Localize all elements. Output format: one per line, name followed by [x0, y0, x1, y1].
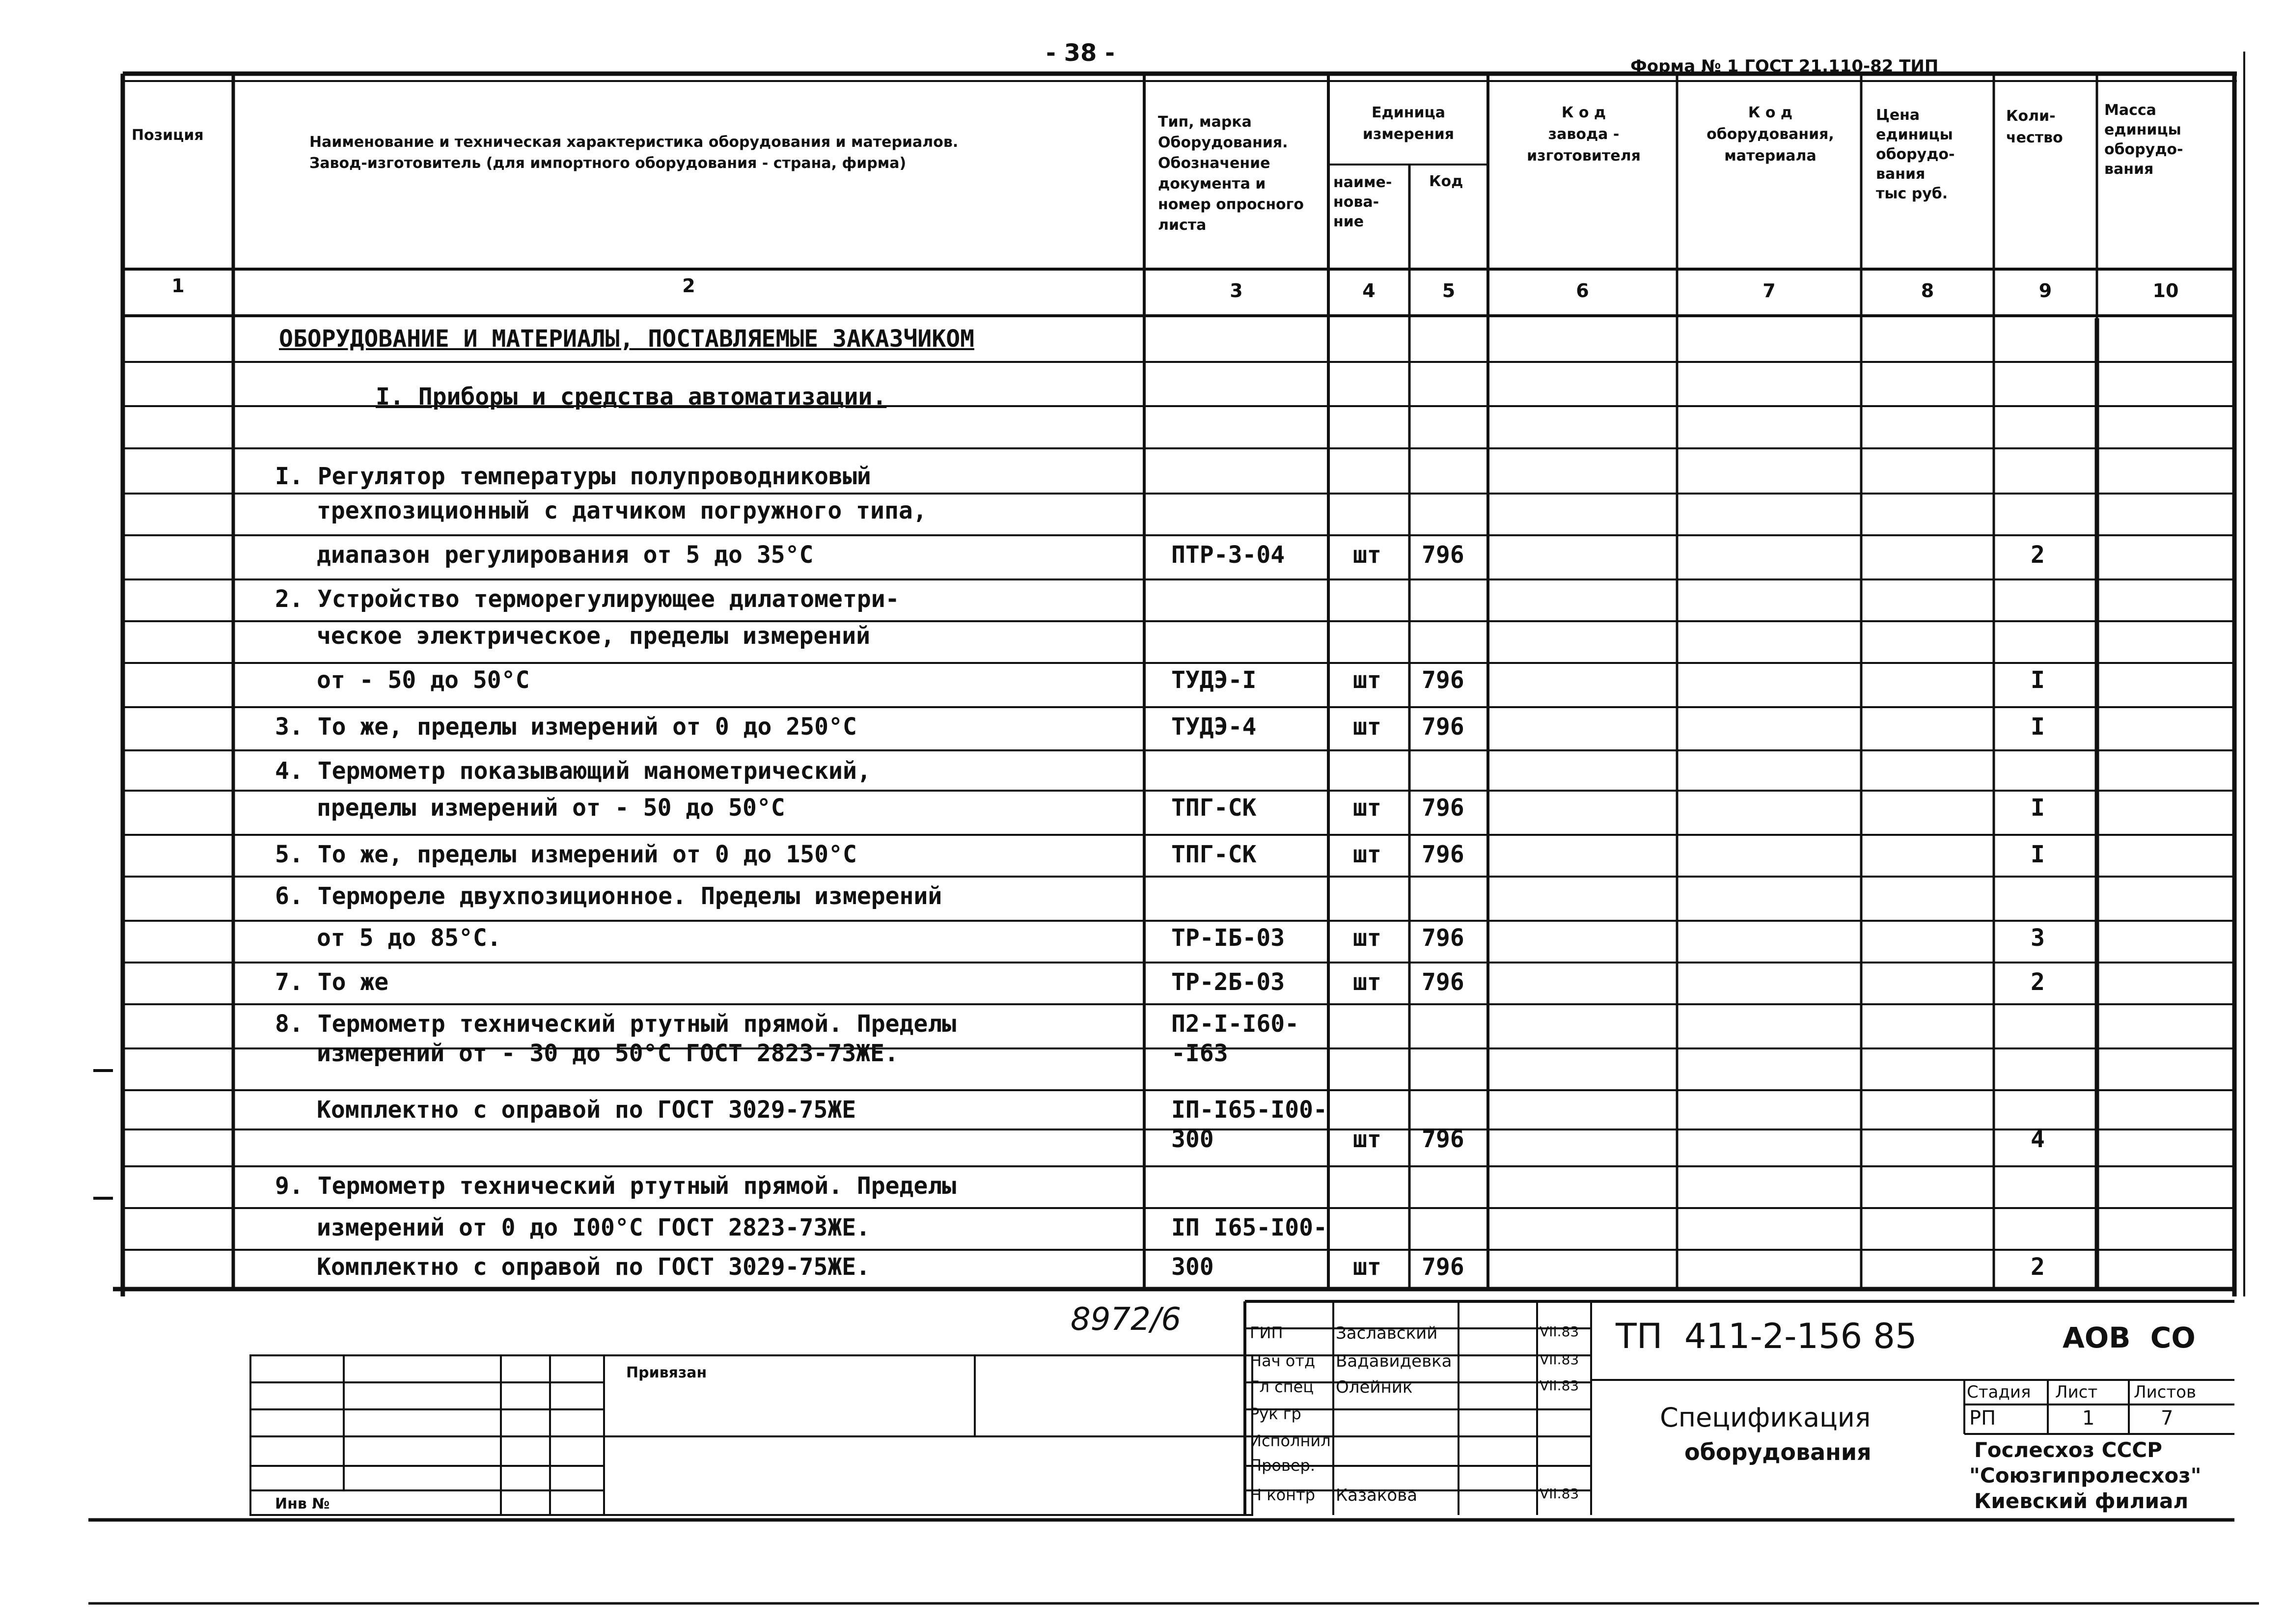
row-type: ТУДЭ-4 [1171, 713, 1257, 741]
col-number-7: 7 [1762, 280, 1776, 302]
row-type: 300 [1171, 1126, 1214, 1153]
row-type: IП I65-I00- [1171, 1214, 1327, 1241]
row-type: ТПГ-СК [1171, 794, 1257, 822]
stamp-name: Казакова [1336, 1486, 1418, 1505]
header-mass-line: Масса [2104, 102, 2156, 119]
header-unit-price-line: Цена [1876, 107, 1920, 124]
header-type [1158, 112, 1304, 236]
form-title: Форма № 1 ГОСТ 21.110-82 ТИП [1630, 56, 1939, 76]
stamp-name: Заславский [1336, 1323, 1438, 1343]
row-description: 7. То же [275, 968, 389, 996]
col-number-4: 4 [1362, 280, 1376, 302]
row-quantity: 4 [2031, 1126, 2045, 1153]
sheets-label: Листов [2134, 1382, 2197, 1402]
row-type: IП-I65-I00- [1171, 1096, 1327, 1124]
row-type: ТР-IБ-03 [1171, 924, 1285, 952]
header-unit-group-line: измерения [1362, 126, 1455, 143]
archive-number: 8972/6 [1071, 1301, 1182, 1338]
row-type: -I63 [1171, 1040, 1228, 1067]
header-equipment-code [1679, 102, 1861, 167]
row-quantity: 3 [2031, 924, 2045, 952]
header-unit-price-line: оборудо- [1876, 146, 1955, 163]
header-type-line: Оборудования. [1158, 134, 1288, 151]
header-quantity-line: чество [2006, 129, 2063, 146]
sheet-mark: АОВ СО [2063, 1321, 2196, 1354]
header-type-line: Обозначение [1158, 155, 1270, 172]
row-unit: шт [1353, 1253, 1381, 1281]
row-quantity: I [2031, 841, 2045, 868]
header-unit-price-line: единицы [1876, 126, 1953, 143]
row-quantity: 2 [2031, 968, 2045, 996]
row-code: 796 [1422, 924, 1464, 952]
header-mass-line: единицы [2104, 121, 2181, 138]
row-description: пределы измерений от - 50 до 50°С [317, 794, 785, 822]
stamp-role: Н контр [1250, 1486, 1316, 1504]
row-unit: шт [1353, 541, 1381, 569]
header-type-line: листа [1158, 217, 1207, 234]
org-line1: Гослесхоз СССР [1974, 1438, 2162, 1462]
header-quantity-line: Коли- [2006, 108, 2056, 125]
row-type: ТР-2Б-03 [1171, 968, 1285, 996]
header-unit-code: Код [1429, 173, 1463, 190]
stamp-role: Исполнил [1250, 1431, 1331, 1450]
header-unit-price-line: вания [1876, 165, 1926, 183]
col-number-3: 3 [1230, 280, 1243, 302]
row-unit: шт [1353, 713, 1381, 741]
document-title-line2: оборудования [1684, 1439, 1872, 1465]
row-description: измерений от 0 до I00°С ГОСТ 2823-73ЖЕ. [317, 1214, 871, 1241]
stamp-name: Олейник [1336, 1377, 1413, 1397]
row-code: 796 [1422, 1253, 1464, 1281]
page-number: - 38 - [1046, 39, 1115, 67]
header-unit-group [1335, 102, 1482, 145]
row-description: диапазон регулирования от 5 до 35°С [317, 541, 814, 569]
header-type-line: документа и [1158, 175, 1266, 193]
row-code: 796 [1422, 968, 1464, 996]
row-description: I. Регулятор температуры полупроводниковый [275, 463, 871, 490]
row-description: трехпозиционный с датчиком погружного типа, [317, 497, 927, 524]
stamp-role: Нач отд [1250, 1351, 1316, 1370]
row-type: 300 [1171, 1253, 1214, 1281]
header-name-line2: Завод-изготовитель (для импортного оборудования - страна, фирма) [309, 155, 907, 172]
header-quantity [2006, 106, 2063, 149]
inv-label: Инв № [275, 1495, 330, 1513]
stamp-role: Гл спец [1250, 1377, 1314, 1396]
row-type: П2-I-I60- [1171, 1010, 1299, 1038]
header-unit-name-line: наиме- [1333, 174, 1392, 191]
row-unit: шт [1353, 794, 1381, 822]
row-quantity: I [2031, 713, 2045, 741]
stamp-date: VII.83 [1540, 1486, 1579, 1502]
row-unit: шт [1353, 968, 1381, 996]
project-code: ТП 411-2-156 85 [1616, 1316, 1917, 1356]
header-equipment-code-line: материала [1724, 147, 1817, 165]
header-mass-line: вания [2104, 161, 2154, 178]
row-description: 2. Устройство терморегулирующее дилатометри- [275, 585, 900, 613]
stage-label: Стадия [1967, 1382, 2031, 1402]
header-factory-code-line: завода - [1548, 126, 1620, 143]
row-description: 6. Термореле двухпозиционное. Пределы измерений [275, 882, 942, 910]
stage-value: РП [1969, 1407, 1996, 1430]
header-unit-name [1333, 173, 1392, 232]
header-mass [2104, 101, 2183, 179]
row-code: 796 [1422, 1126, 1464, 1153]
sheets-value: 7 [2161, 1407, 2174, 1430]
header-position: Позиция [132, 127, 204, 144]
row-quantity: I [2031, 794, 2045, 822]
row-type: ТУДЭ-I [1171, 666, 1257, 694]
col-number-2: 2 [682, 275, 695, 297]
header-unit-name-line: нова- [1333, 193, 1379, 211]
row-code: 796 [1422, 541, 1464, 569]
col-number-5: 5 [1442, 280, 1456, 302]
row-description: от - 50 до 50°С [317, 666, 530, 694]
row-description: Комплектно с оправой по ГОСТ 3029-75ЖЕ. [317, 1253, 871, 1281]
col-number-8: 8 [1921, 280, 1934, 302]
row-description: 5. То же, пределы измерений от 0 до 150°С [275, 841, 857, 868]
stamp-name: Вадавидевка [1336, 1351, 1452, 1371]
header-name-line1: Наименование и техническая характеристика оборудования и материалов. [309, 134, 959, 151]
stamp-date: VII.83 [1540, 1351, 1579, 1368]
header-unit-name-line: ние [1333, 213, 1364, 230]
row-description: ческое электрическое, пределы измерений [317, 622, 871, 650]
row-type: ПТР-3-04 [1171, 541, 1285, 569]
row-unit: шт [1353, 841, 1381, 868]
row-quantity: 2 [2031, 1253, 2045, 1281]
header-type-line: Тип, марка [1158, 113, 1252, 131]
stamp-role: ГИП [1250, 1323, 1283, 1342]
document-title-line1: Спецификация [1660, 1402, 1871, 1433]
row-description: 4. Термометр показывающий манометрический, [275, 757, 871, 785]
row-description: от 5 до 85°С. [317, 924, 501, 952]
row-description: Комплектно с оправой по ГОСТ 3029-75ЖЕ [317, 1096, 856, 1124]
header-type-line: номер опросного [1158, 196, 1304, 213]
org-line3: Киевский филиал [1974, 1489, 2189, 1513]
subsection-title: I. Приборы и средства автоматизации. [376, 383, 887, 411]
row-unit: шт [1353, 924, 1381, 952]
sheet-value: 1 [2082, 1407, 2095, 1430]
row-unit: шт [1353, 1126, 1381, 1153]
header-unit-price-line: тыс руб. [1876, 185, 1948, 202]
header-mass-line: оборудо- [2104, 141, 2183, 158]
row-unit: шт [1353, 666, 1381, 694]
row-code: 796 [1422, 713, 1464, 741]
col-number-9: 9 [2038, 280, 2052, 302]
linked-label: Привязан [626, 1364, 707, 1381]
row-code: 796 [1422, 794, 1464, 822]
row-quantity: I [2031, 666, 2045, 694]
row-description: измерений от - 30 до 50°С ГОСТ 2823-73ЖЕ. [317, 1040, 899, 1067]
header-equipment-code-line: К о д [1748, 104, 1793, 121]
row-description: 3. То же, пределы измерений от 0 до 250°С [275, 713, 857, 741]
header-factory-code-line: К о д [1561, 104, 1606, 121]
row-description: 9. Термометр технический ртутный прямой. Пределы [275, 1172, 957, 1200]
header-unit-price [1876, 106, 1955, 204]
row-description: 8. Термометр технический ртутный прямой. Пределы [275, 1010, 957, 1038]
section-title: ОБОРУДОВАНИЕ И МАТЕРИАЛЫ, ПОСТАВЛЯЕМЫЕ ЗАКАЗЧИКОМ [279, 325, 975, 353]
stamp-date: VII.83 [1540, 1323, 1579, 1340]
header-equipment-code-line: оборудования, [1707, 126, 1834, 143]
row-quantity: 2 [2031, 541, 2045, 569]
col-number-6: 6 [1576, 280, 1589, 302]
col-number-10: 10 [2152, 280, 2179, 302]
row-type: ТПГ-СК [1171, 841, 1257, 868]
row-code: 796 [1422, 666, 1464, 694]
stamp-role: Провер. [1250, 1456, 1315, 1475]
stamp-date: VII.83 [1540, 1377, 1579, 1394]
org-line2: "Союзгипролесхоз" [1969, 1463, 2202, 1487]
header-factory-code [1493, 102, 1675, 167]
sheet-label: Лист [2055, 1382, 2098, 1402]
stamp-role: Рук гр [1250, 1404, 1301, 1423]
header-factory-code-line: изготовителя [1527, 147, 1641, 165]
row-code: 796 [1422, 841, 1464, 868]
col-number-1: 1 [171, 275, 185, 297]
header-unit-group-line: Единица [1372, 104, 1445, 121]
